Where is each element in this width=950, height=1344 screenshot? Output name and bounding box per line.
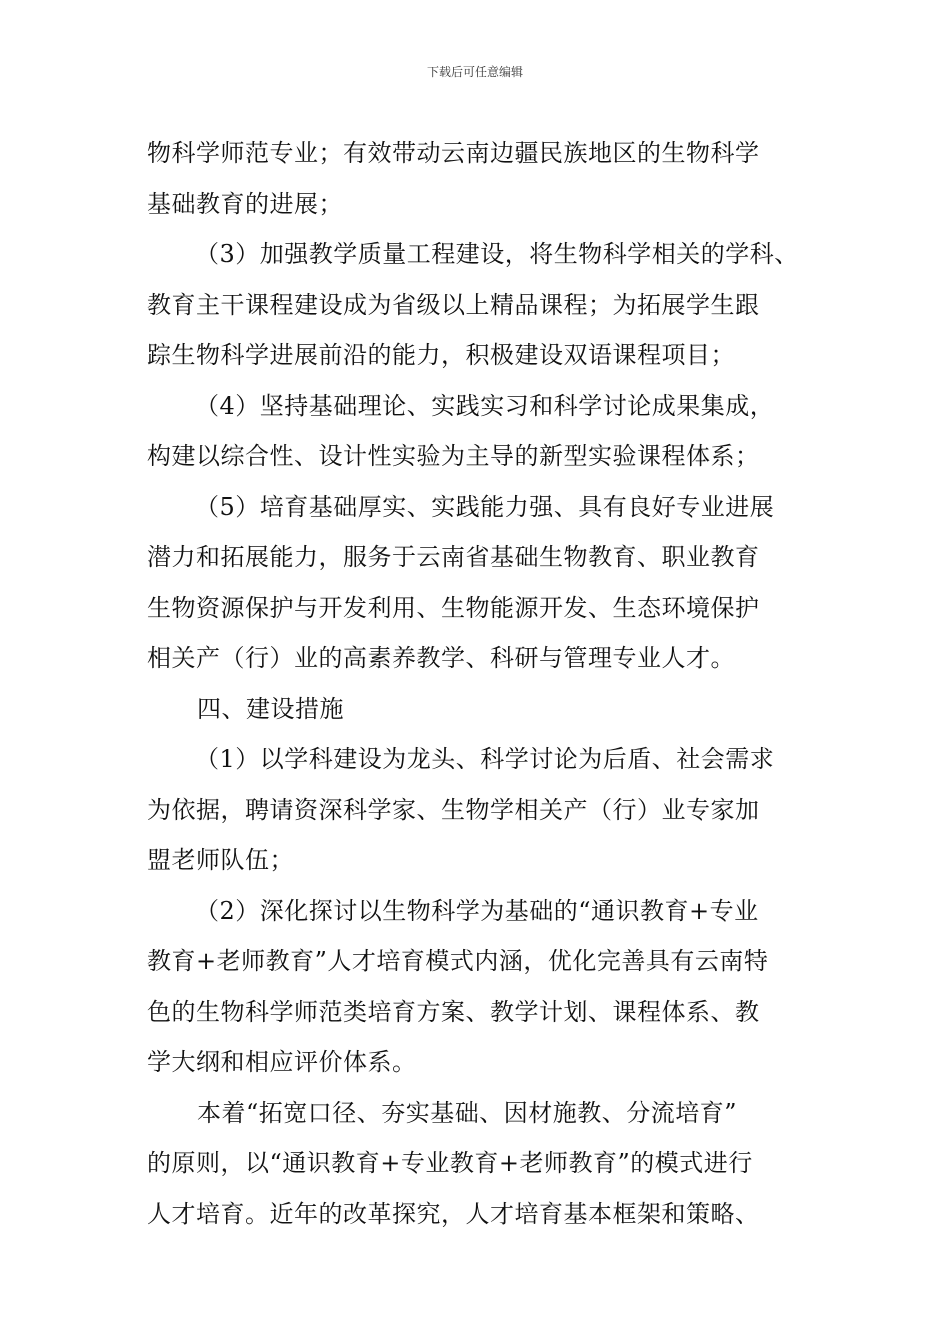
text-line: （1）以学科建设为龙头、科学讨论为后盾、社会需求 [195,745,775,773]
text-line: 色的生物科学师范类培育方案、教学计划、课程体系、教 [147,997,760,1026]
text-line: 教育主干课程建设成为省级以上精品课程；为拓展学生跟 [147,290,760,319]
text-line: （2）深化探讨以生物科学为基础的“通识教育+专业 [195,896,759,925]
text-line: 潜力和拓展能力，服务于云南省基础生物教育、职业教育 [147,543,760,571]
text-line: 人才培育。近年的改革探究，人才培育基本框架和策略、 [147,1199,760,1228]
section-heading: 四、建设措施 [197,694,344,723]
text-line: 学大纲和相应评价体系。 [147,1048,417,1076]
text-line: 为依据，聘请资深科学家、生物学相关产（行）业专家加 [147,795,760,824]
text-line: 盟老师队伍； [147,846,294,874]
text-line: （5）培育基础厚实、实践能力强、具有良好专业进展 [195,492,775,521]
text-line: 物科学师范专业；有效带动云南边疆民族地区的生物科学 [147,139,760,167]
text-line: 构建以综合性、设计性实验为主导的新型实验课程体系； [147,442,760,470]
document-body [147,128,827,1239]
text-line: 的原则，以“通识教育+专业教育+老师教育”的模式进行 [147,1149,753,1177]
text-line: 基础教育的进展； [147,189,343,218]
text-line: （4）坚持基础理论、实践实习和科学讨论成果集成， [195,391,775,420]
text-line: 踪生物科学进展前沿的能力，积极建设双语课程项目； [147,341,735,369]
page-header: 下载后可任意编辑 [426,65,523,79]
text-line: 相关产（行）业的高素养教学、科研与管理专业人才。 [147,644,735,672]
text-line: 本着“拓宽口径、夯实基础、因材施教、分流培育” [197,1098,738,1127]
text-line: 生物资源保护与开发利用、生物能源开发、生态环境保护 [147,593,760,622]
text-line: 教育+老师教育”人才培育模式内涵，优化完善具有云南特 [147,947,769,975]
text-line: （3）加强教学质量工程建设，将生物科学相关的学科、 [195,240,799,268]
